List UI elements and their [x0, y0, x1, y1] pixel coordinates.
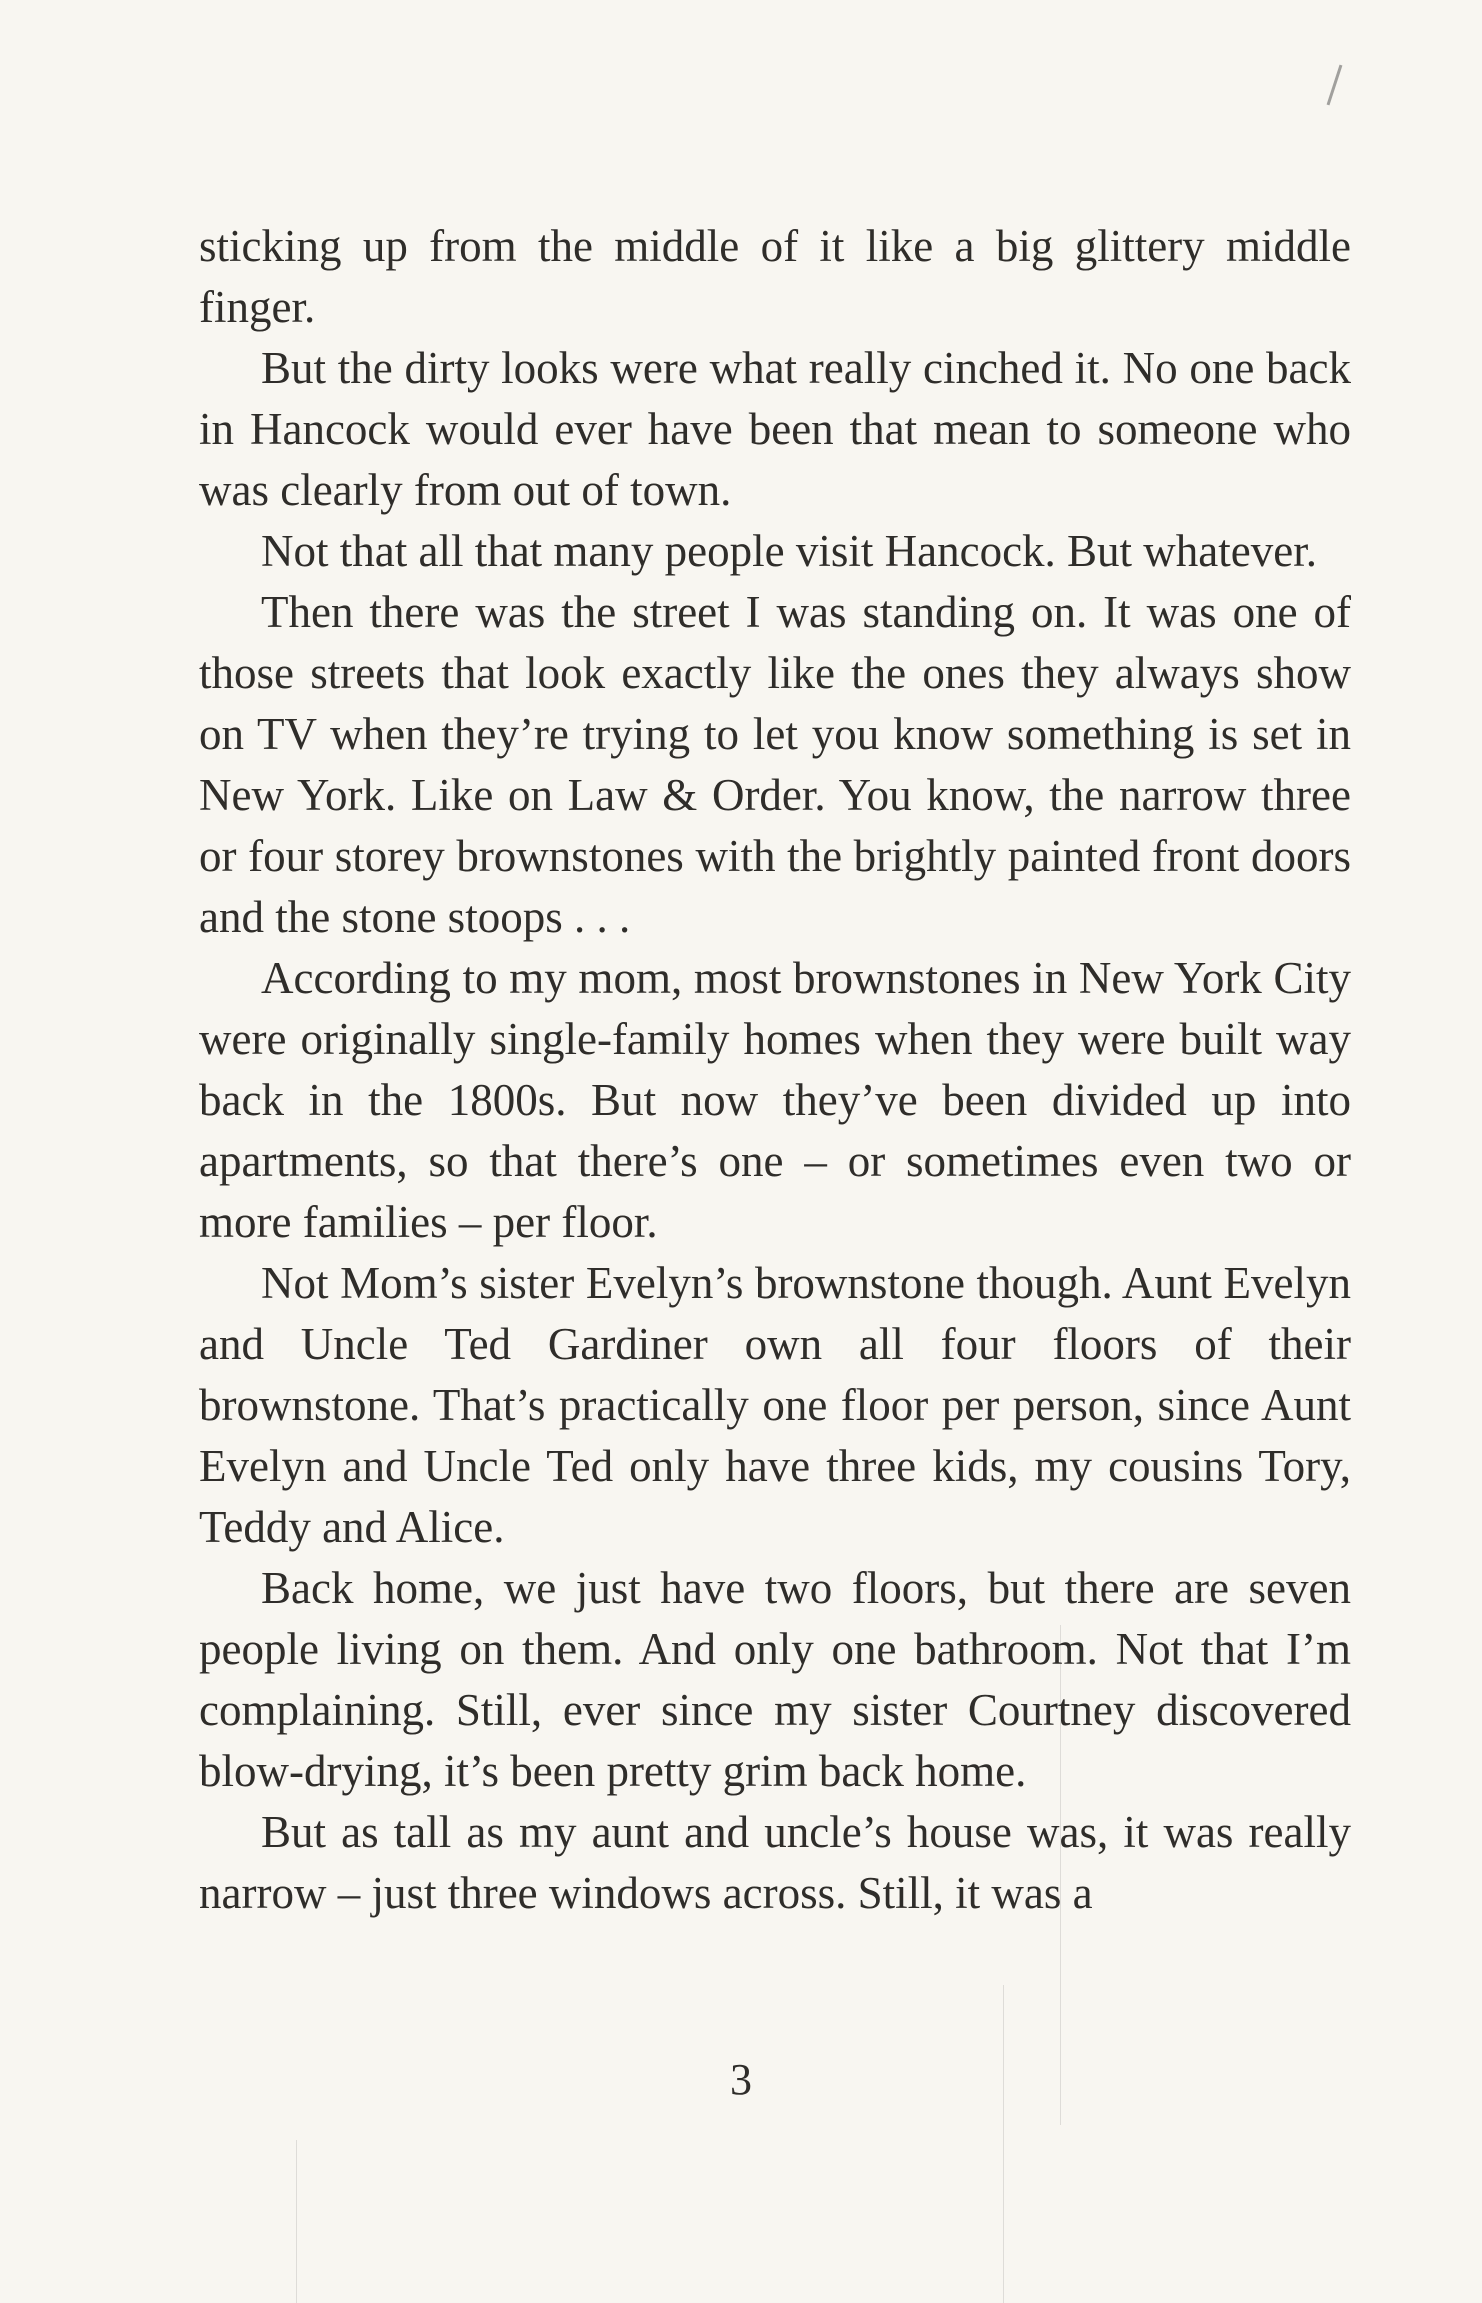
paragraph-8: But as tall as my aunt and uncle’s house was, it was really narrow – just three windows across. Still, it was a	[199, 1807, 1351, 1918]
ink-mark	[1327, 65, 1343, 106]
paragraph-6: Not Mom’s sister Evelyn’s brownstone though. Aunt Evelyn and Uncle Ted Gardiner own all four floors of their brownstone. That’s practically one floor per person, since Aunt Evelyn and Uncle Ted only have three kids, my cousins Tory, Teddy and Alice.	[199, 1258, 1351, 1552]
paragraph-3: Not that all that many people visit Hancock. But whatever.	[261, 526, 1317, 576]
paragraph-5: According to my mom, most brownstones in New York City were originally single-family homes when they were built way back in the 1800s. But now they’ve been divided up into apartments, so that there’s one – or sometimes even two or more families – per floor.	[199, 953, 1351, 1247]
page-number: 3	[730, 2055, 752, 2104]
paragraph-1: sticking up from the middle of it like a big glittery middle finger.	[199, 221, 1351, 332]
paragraph-4: Then there was the street I was standing on. It was one of those streets that look exactly like the ones they always show on TV when they’re trying to let you know something is set in New York. Like on Law & Order. You know, the narrow three or four storey brownstones with the brightly painted front doors and the stone stoops . . .	[199, 587, 1351, 942]
paper-crease-line	[296, 2140, 297, 2303]
body-text	[199, 216, 1351, 1924]
paragraph-7: Back home, we just have two floors, but there are seven people living on them. And only one bathroom. Not that I’m complaining. Still, ever since my sister Courtney discovered blow-drying, it’s been pretty grim back home.	[199, 1563, 1351, 1796]
paper-crease-line	[1003, 1985, 1004, 2303]
paragraph-2: But the dirty looks were what really cinched it. No one back in Hancock would ever have been that mean to someone who was clearly from out of town.	[199, 343, 1351, 515]
